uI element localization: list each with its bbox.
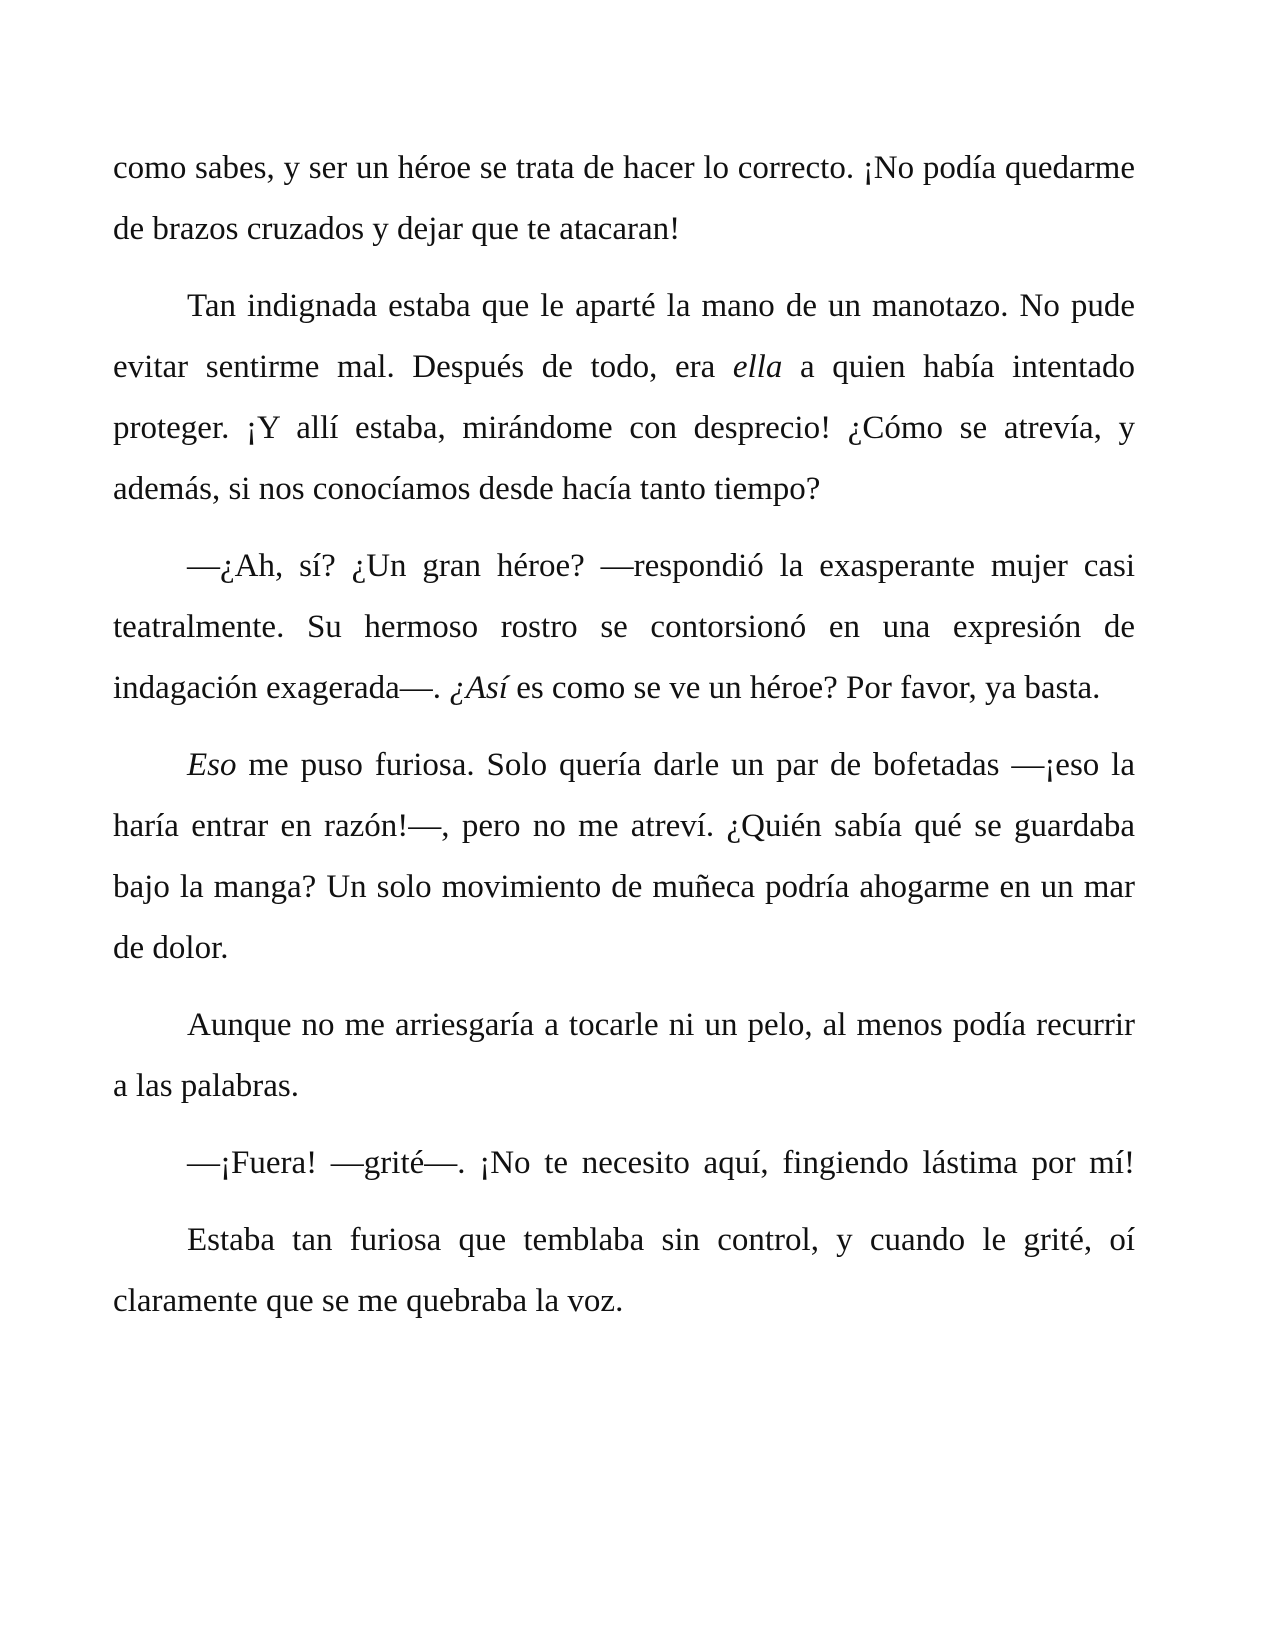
- paragraph-5: [113, 995, 1135, 1117]
- body-text: [113, 138, 1135, 1348]
- italic-segment: ¿Así: [449, 670, 508, 706]
- paragraph-7: [113, 1210, 1135, 1332]
- text-segment: Estaba tan furiosa que temblaba sin control, y cuando le grité, oí claramente que se me quebraba la voz.: [113, 1222, 1135, 1319]
- paragraph-4: [113, 735, 1135, 979]
- text-segment: como sabes, y ser un héroe se trata de hacer lo correcto. ¡No podía quedarme de brazos cruzados y dejar que te atacaran!: [113, 150, 1135, 247]
- paragraph-3: [113, 536, 1135, 719]
- paragraph-6: [113, 1133, 1135, 1194]
- text-segment: es como se ve un héroe? Por favor, ya basta.: [507, 670, 1101, 706]
- text-segment: a quien había intentado proteger. ¡Y allí estaba, mirándome con desprecio! ¿Cómo se atrevía, y además, si nos conocíamos desde hacía tanto tiempo?: [113, 349, 1135, 507]
- text-segment: —¡Fuera! —grité—. ¡No te necesito aquí, fingiendo lástima por mí!: [187, 1145, 1135, 1181]
- text-segment: Aunque no me arriesgaría a tocarle ni un pelo, al menos podía recurrir a las palabras.: [113, 1007, 1135, 1104]
- paragraph-1: [113, 138, 1135, 260]
- paragraph-2: [113, 276, 1135, 520]
- text-segment: me puso furiosa. Solo quería darle un par de bofetadas —¡eso la haría entrar en razón!—, pero no me atreví. ¿Quién sabía qué se guardaba bajo la manga? Un solo movimiento de muñeca podría ahogarme en un mar de dolor.: [113, 747, 1135, 966]
- text-segment: —¿Ah, sí? ¿Un gran héroe? —respondió la exasperante mujer casi teatralmente. Su hermoso rostro se contorsionó en una expresión de indagación exagerada—.: [113, 548, 1135, 706]
- text-segment: Tan indignada estaba que le aparté la mano de un manotazo. No pude evitar sentirme mal. Después de todo, era: [113, 288, 1135, 385]
- italic-segment: ella: [732, 349, 783, 385]
- italic-segment: Eso: [187, 747, 237, 783]
